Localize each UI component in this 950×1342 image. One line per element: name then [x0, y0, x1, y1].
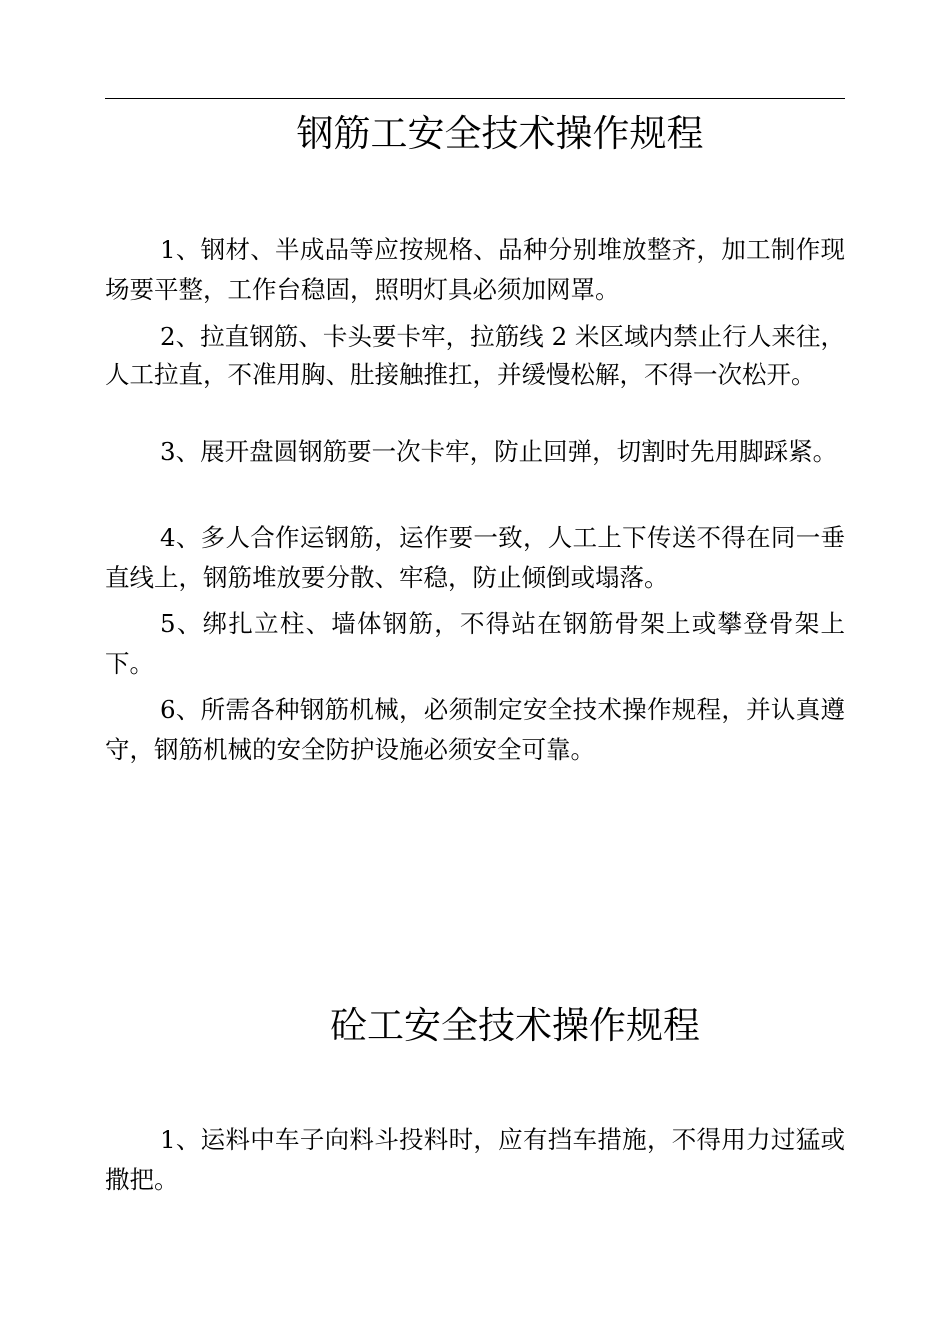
rebar-rule-3: 3、展开盘圆钢筋要一次卡牢，防止回弹，切割时先用脚踩紧。 — [160, 437, 838, 466]
section-title-concrete: 砼工安全技术操作规程 — [330, 1004, 700, 1047]
rebar-rule-6: 6、所需各种钢筋机械，必须制定安全技术操作规程，并认真遵守，钢筋机械的安全防护设施必须安全可靠。 — [105, 695, 845, 764]
rebar-rule-2: 2、拉直钢筋、卡头要卡牢，拉筋线 2 米区域内禁止行人来往，人工拉直，不准用胸、肚接触推扛，并缓慢松解，不得一次松开。 — [105, 322, 845, 389]
header-rule — [105, 98, 845, 99]
rebar-rule-4: 4、多人合作运钢筋，运作要一致，人工上下传送不得在同一垂直线上，钢筋堆放要分散、牢稳，防止倾倒或塌落。 — [105, 523, 845, 592]
rebar-rule-1: 1、钢材、半成品等应按规格、品种分别堆放整齐，加工制作现场要平整，工作台稳固，照明灯具必须加网罩。 — [105, 235, 845, 304]
section-title-rebar: 钢筋工安全技术操作规程 — [296, 112, 704, 155]
rebar-rule-5: 5、绑扎立柱、墙体钢筋，不得站在钢筋骨架上或攀登骨架上下。 — [105, 609, 845, 678]
concrete-rule-1: 1、运料中车子向料斗投料时，应有挡车措施，不得用力过猛或撒把。 — [105, 1125, 845, 1194]
